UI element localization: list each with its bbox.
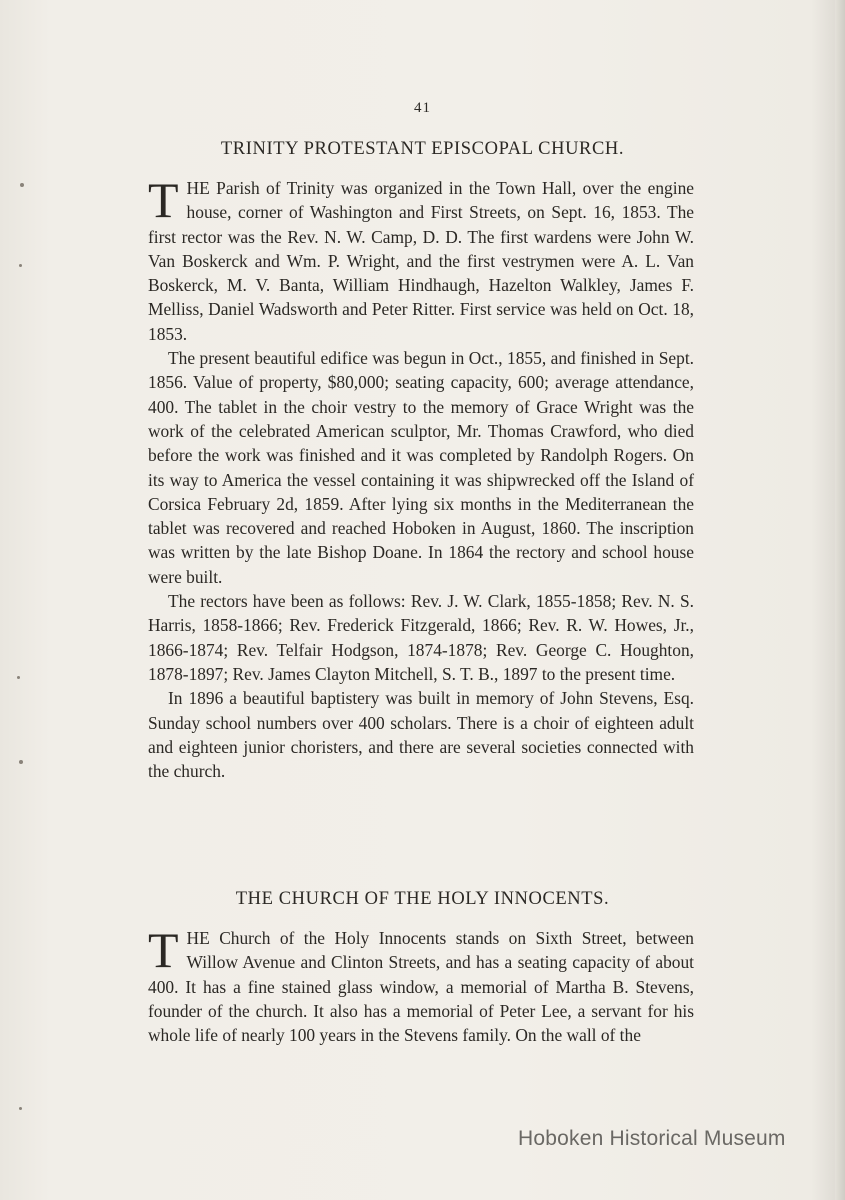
paragraph-text: Church of the Holy Innocents stands on Sixth Street, between Willow Avenue and Clinton Streets, and has a seating capacity of about 400. It has a fine stained glass window, a memorial of Martha B. Stevens, founder of the church. It also has a memorial of Peter Lee, a servant for his whole life of nearly 100 years in the Stevens family. On the wall of the <box>148 928 694 1046</box>
page-edge <box>835 0 845 1200</box>
page-number: 41 <box>414 100 431 116</box>
section-heading-trinity: TRINITY PROTESTANT EPISCOPAL CHURCH. <box>220 139 625 159</box>
section-holy-innocents-body <box>148 922 694 1047</box>
paragraph: In 1896 a beautiful baptistery was built in memory of John Stevens, Esq. Sunday school numbers over 400 scholars. There is a choir of eighteen adult and eighteen junior choristers, and there are several societies connected with the church. <box>148 688 694 782</box>
paragraph: The present beautiful edifice was begun in Oct., 1855, and finished in Sept. 1856. Value of property, $80,000; seating capacity, 600; average attendance, 400. The tablet in the choir vestry to the memory of Grace Wright was the work of the celebrated American sculptor, Mr. Thomas Crawford, who died before the work was finished and it was completed by Randolph Rogers. On its way to America the vessel containing it was shipwrecked off the Island of Corsica February 2d, 1859. After lying six months in the Mediterranean the tablet was recovered and reached Hoboken in August, 1860. The inscription was written by the late Bishop Doane. In 1864 the rectory and school house were built. <box>148 348 694 587</box>
drop-cap: T <box>148 172 179 228</box>
paper-speck <box>19 760 23 764</box>
paper-speck <box>20 183 24 187</box>
paragraph: The rectors have been as follows: Rev. J. W. Clark, 1855-1858; Rev. N. S. Harris, 1858-1866; Rev. Frederick Fitzgerald, 1866; Rev. R. W. Howes, Jr., 1866-1874; Rev. Telfair Hodgson, 1874-1878; Rev. George C. Houghton, 1878-1897; Rev. James Clayton Mitchell, S. T. B., 1897 to the present time. <box>148 591 694 684</box>
paper-speck <box>19 1107 22 1110</box>
section-heading-holy-innocents: THE CHURCH OF THE HOLY INNOCENTS. <box>235 889 610 909</box>
paper-speck <box>17 676 20 679</box>
paragraph <box>148 922 694 1047</box>
section-trinity-body <box>148 172 694 783</box>
lead-in: HE <box>186 178 210 198</box>
museum-watermark: Hoboken Historical Museum <box>518 1127 786 1150</box>
paragraph <box>148 172 694 346</box>
lead-in: HE <box>186 928 210 948</box>
paragraph-text: Parish of Trinity was organized in the Town Hall, over the engine house, corner of Washington and First Streets, on Sept. 16, 1853. The first rector was the Rev. N. W. Camp, D. D. The first wardens were John W. Van Boskerck and Wm. P. Wright, and the first vestrymen were A. L. Van Boskerck, M. V. Banta, William Hindhaugh, Hazelton Walkley, James F. Melliss, Daniel Wadsworth and Peter Ritter. First service was held on Oct. 18, 1853. <box>148 178 694 344</box>
drop-cap: T <box>148 922 179 978</box>
paper-speck <box>19 264 22 267</box>
